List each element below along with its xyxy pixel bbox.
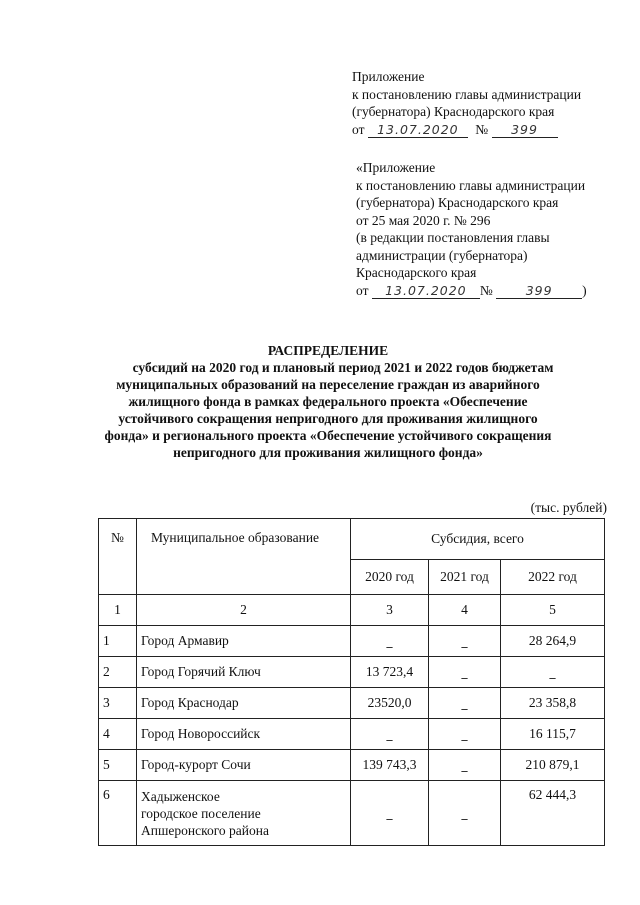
col-number: 5 bbox=[501, 595, 605, 626]
row-2022: 210 879,1 bbox=[501, 750, 605, 781]
column-numbers-row bbox=[99, 595, 605, 626]
title-line-5: фонда» и регионального проекта «Обеспечение устойчивого сокращения bbox=[104, 428, 552, 443]
row-municipality: Город Новороссийск bbox=[137, 719, 351, 750]
handwritten-number: 399 bbox=[492, 122, 558, 138]
header-2022: 2022 год bbox=[501, 560, 605, 595]
closing-paren: ) bbox=[582, 282, 587, 298]
handwritten-date: 13.07.2020 bbox=[372, 283, 480, 299]
row-2021: _ bbox=[429, 657, 501, 688]
row-municipality: Город Краснодар bbox=[137, 688, 351, 719]
appendix-line-1: Приложение bbox=[352, 69, 425, 84]
row-2022: 28 264,9 bbox=[501, 626, 605, 657]
number-label: № bbox=[475, 121, 489, 137]
from-label: от bbox=[356, 282, 369, 298]
row-num: 4 bbox=[99, 719, 137, 750]
quoted-line-1: «Приложение bbox=[356, 160, 436, 175]
quoted-appendix-block bbox=[356, 159, 587, 299]
row-municipality: Город-курорт Сочи bbox=[137, 750, 351, 781]
row-2022: _ bbox=[501, 657, 605, 688]
title-line-2: муниципальных образований на переселение граждан из аварийного bbox=[116, 377, 540, 392]
col-number: 4 bbox=[429, 595, 501, 626]
row-2021: _ bbox=[429, 719, 501, 750]
table-header-row bbox=[99, 519, 605, 560]
row-2021: _ bbox=[429, 688, 501, 719]
row-2021: _ bbox=[429, 750, 501, 781]
header-2020: 2020 год bbox=[351, 560, 429, 595]
col-number: 2 bbox=[137, 595, 351, 626]
table-row bbox=[99, 781, 605, 846]
appendix-date-line bbox=[352, 121, 581, 139]
handwritten-number: 399 bbox=[496, 283, 582, 299]
header-num: № bbox=[99, 519, 137, 595]
appendix-line-3: (губернатора) Краснодарского края bbox=[352, 104, 555, 119]
table-row bbox=[99, 688, 605, 719]
row-municipality: Город Армавир bbox=[137, 626, 351, 657]
table-row bbox=[99, 750, 605, 781]
title-line-6: непригодного для проживания жилищного фонда» bbox=[173, 445, 483, 460]
table-row bbox=[99, 626, 605, 657]
row-2020: 139 743,3 bbox=[351, 750, 429, 781]
appendix-block bbox=[352, 68, 581, 138]
header-municipality: Муниципальное образование bbox=[137, 519, 351, 595]
municipality-line: Апшеронского района bbox=[141, 822, 269, 838]
row-municipality: Город Горячий Ключ bbox=[137, 657, 351, 688]
title-line-3: жилищного фонда в рамках федерального проекта «Обеспечение bbox=[128, 394, 528, 409]
table-row bbox=[99, 657, 605, 688]
document-title bbox=[100, 342, 556, 461]
table-row bbox=[99, 719, 605, 750]
row-2022: 16 115,7 bbox=[501, 719, 605, 750]
col-number: 3 bbox=[351, 595, 429, 626]
from-label: от bbox=[352, 121, 365, 137]
row-2020: _ bbox=[351, 626, 429, 657]
row-2020: 13 723,4 bbox=[351, 657, 429, 688]
subsidy-table bbox=[98, 518, 605, 846]
quoted-line-3: (губернатора) Краснодарского края bbox=[356, 195, 559, 210]
quoted-date-line bbox=[356, 282, 587, 300]
quoted-line-7: Краснодарского края bbox=[356, 265, 477, 280]
row-2020: _ bbox=[351, 781, 429, 846]
quoted-line-6: администрации (губернатора) bbox=[356, 247, 528, 263]
quoted-line-2: к постановлению главы администрации bbox=[356, 177, 586, 193]
col-number: 1 bbox=[99, 595, 137, 626]
row-2021: _ bbox=[429, 781, 501, 846]
row-municipality bbox=[137, 781, 351, 846]
title-line-4: устойчивого сокращения непригодного для проживания жилищного bbox=[118, 411, 538, 426]
number-label: № bbox=[479, 282, 493, 298]
row-num: 1 bbox=[99, 626, 137, 657]
appendix-line-2: к постановлению главы администрации bbox=[352, 86, 582, 102]
header-subsidy-total: Субсидия, всего bbox=[351, 519, 605, 560]
units-label: (тыс. рублей) bbox=[530, 500, 607, 515]
row-num: 6 bbox=[99, 781, 137, 846]
row-num: 5 bbox=[99, 750, 137, 781]
handwritten-date: 13.07.2020 bbox=[368, 122, 468, 138]
title-heading: РАСПРЕДЕЛЕНИЕ bbox=[267, 343, 389, 358]
row-2021: _ bbox=[429, 626, 501, 657]
title-line-1: субсидий на 2020 год и плановый период 2021 и 2022 годов бюджетам bbox=[132, 360, 554, 375]
row-num: 2 bbox=[99, 657, 137, 688]
row-num: 3 bbox=[99, 688, 137, 719]
row-2022: 62 444,3 bbox=[501, 781, 605, 846]
header-2021: 2021 год bbox=[429, 560, 501, 595]
municipality-line: городское поселение bbox=[141, 805, 261, 821]
row-2020: 23520,0 bbox=[351, 688, 429, 719]
quoted-line-5: (в редакции постановления главы bbox=[356, 230, 550, 245]
quoted-line-4: от 25 мая 2020 г. № 296 bbox=[356, 212, 491, 228]
municipality-line: Хадыженское bbox=[141, 788, 220, 804]
row-2020: _ bbox=[351, 719, 429, 750]
row-2022: 23 358,8 bbox=[501, 688, 605, 719]
